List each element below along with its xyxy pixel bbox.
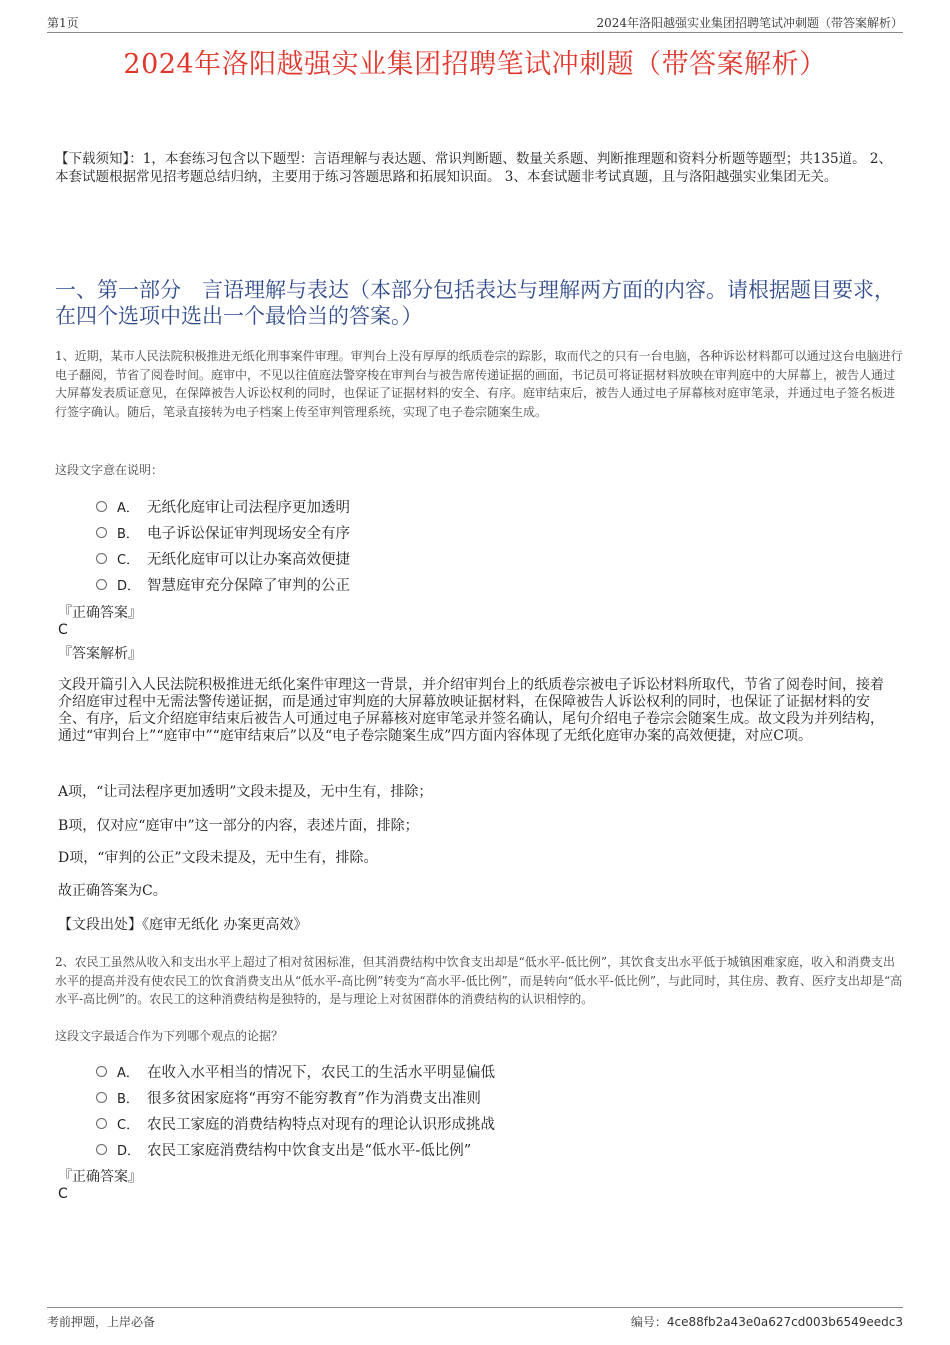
radio-icon[interactable] — [96, 579, 107, 590]
question-1-answer: C — [58, 622, 68, 638]
footer-code-value: 4ce88fb2a43e0a627cd003b6549eedc3 — [666, 1315, 903, 1329]
radio-icon[interactable] — [96, 1118, 107, 1129]
radio-icon[interactable] — [96, 553, 107, 564]
question-2-answer-label: 『正确答案』 — [58, 1169, 142, 1185]
footer-code — [631, 1313, 903, 1330]
question-2-option-a[interactable]: A． 在收入水平相当的情况下，农民工的生活水平明显偏低 — [96, 1058, 495, 1084]
question-1-analysis-label: 『答案解析』 — [58, 646, 142, 662]
question-1-option-a[interactable]: A． 无纸化庭审让司法程序更加透明 — [96, 493, 350, 519]
page-number: 第1页 — [47, 16, 79, 30]
question-1-source: 【文段出处】《庭审无纸化 办案更高效》 — [58, 917, 308, 933]
question-1-option-b[interactable]: B． 电子诉讼保证审判现场安全有序 — [96, 519, 350, 545]
question-2-prompt: 这段文字最适合作为下列哪个观点的论据？ — [55, 1029, 284, 1043]
footer-divider — [47, 1307, 903, 1308]
download-note: 【下载须知】：1，本套练习包含以下题型：言语理解与表达题、常识判断题、数量关系题、判断推理题和资料分析题等题型；共135道。 2、本套试题根据常见招考题总结归纳，主要用于练习答题思路和拓展知识面。 3、本套试题非考试真题，且与洛阳越强实业集团无关。 — [55, 151, 892, 185]
radio-icon[interactable] — [96, 1066, 107, 1077]
question-1-prompt: 这段文字意在说明： — [55, 463, 164, 477]
question-2-option-c[interactable]: C． 农民工家庭的消费结构特点对现有的理论认识形成挑战 — [96, 1110, 495, 1136]
question-1-option-c[interactable]: C． 无纸化庭审可以让办案高效便捷 — [96, 545, 350, 571]
question-1-answer-label: 『正确答案』 — [58, 605, 142, 621]
question-2-option-b[interactable]: B． 很多贫困家庭将“再穷不能穷教育”作为消费支出准则 — [96, 1084, 495, 1110]
question-1-options — [96, 493, 350, 597]
question-2-options — [96, 1058, 495, 1162]
radio-icon[interactable] — [96, 1144, 107, 1155]
radio-icon[interactable] — [96, 1092, 107, 1103]
section-title: 一、第一部分 言语理解与表达（本部分包括表达与理解两方面的内容。请根据题目要求，在四个选项中选出一个最恰当的答案。） — [55, 278, 895, 328]
question-1-analysis: 文段开篇引入人民法院积极推进无纸化案件审理这一背景，并介绍审判台上的纸质卷宗被电子诉讼材料所取代，节省了阅卷时间，接着介绍庭审过程中无需法警传递证据，而是通过审判庭的大屏幕放映证据材料，在保障被告人诉讼权利的同时，也保证了证据材料的安全、有序，后文介绍庭审结束后被告人可通过电子屏幕核对庭审笔录并签名确认，尾句介绍电子卷宗会随案生成。故文段为并列结构，通过“审判台上”“庭审中”“庭审结束后”以及“电子卷宗随案生成”四方面内容体现了无纸化庭审办案的高效便捷，对应C项。 — [58, 677, 884, 744]
question-2-option-d[interactable]: D． 农民工家庭消费结构中饮食支出是“低水平-低比例” — [96, 1136, 495, 1162]
question-2-stem: 2、农民工虽然从收入和支出水平上超过了相对贫困标准，但其消费结构中饮食支出却是“低水平-低比例”，其饮食支出水平低于城镇困难家庭，收入和消费支出水平的提高并没有使农民工的饮食消费支出从“低水平-高比例”转变为“高水平-低比例”，而是转向“低水平-低比例”，与此同时，其住房、教育、医疗支出却是“高水平-高比例”的。农民工的这种消费结构是独特的，是与理论上对贫困群体的消费结构的认识相悖的。 — [55, 955, 903, 1006]
footer-code-label: 编号： — [630, 1315, 667, 1329]
header-doc-title: 2024年洛阳越强实业集团招聘笔试冲刺题（带答案解析） — [596, 16, 903, 30]
question-1-analysis-a: A项，“让司法程序更加透明”文段未提及，无中生有，排除； — [58, 784, 433, 800]
question-1-analysis-b: B项，仅对应“庭审中”这一部分的内容，表述片面，排除； — [58, 818, 419, 834]
radio-icon[interactable] — [96, 527, 107, 538]
question-1-analysis-d: D项，“审判的公正”文段未提及，无中生有，排除。 — [58, 850, 378, 866]
question-2-answer: C — [58, 1186, 68, 1202]
header-divider — [47, 32, 903, 33]
question-1-conclusion: 故正确答案为C。 — [58, 883, 167, 899]
question-1-stem: 1、近期，某市人民法院积极推进无纸化刑事案件审理。审判台上没有厚厚的纸质卷宗的踪影，取而代之的只有一台电脑，各种诉讼材料都可以通过这台电脑进行电子翻阅，节省了阅卷时间。庭审中，不见以往值庭法警穿梭在审判台与被告席传递证据的画面，书记员可将证据材料放映在审判庭中的大屏幕上，被告人通过大屏幕发表质证意见，在保障被告人诉讼权利的同时，也保证了证据材料的安全、有序。庭审结束后，被告人通过电子屏幕核对庭审笔录，并通过电子签名板进行签字确认。随后，笔录直接转为电子档案上传至审判管理系统，实现了电子卷宗随案生成。 — [55, 349, 903, 419]
question-1-option-d[interactable]: D． 智慧庭审充分保障了审判的公正 — [96, 571, 350, 597]
footer-slogan: 考前押题，上岸必备 — [47, 1315, 156, 1329]
document-title: 2024年洛阳越强实业集团招聘笔试冲刺题（带答案解析） — [123, 49, 827, 80]
radio-icon[interactable] — [96, 501, 107, 512]
